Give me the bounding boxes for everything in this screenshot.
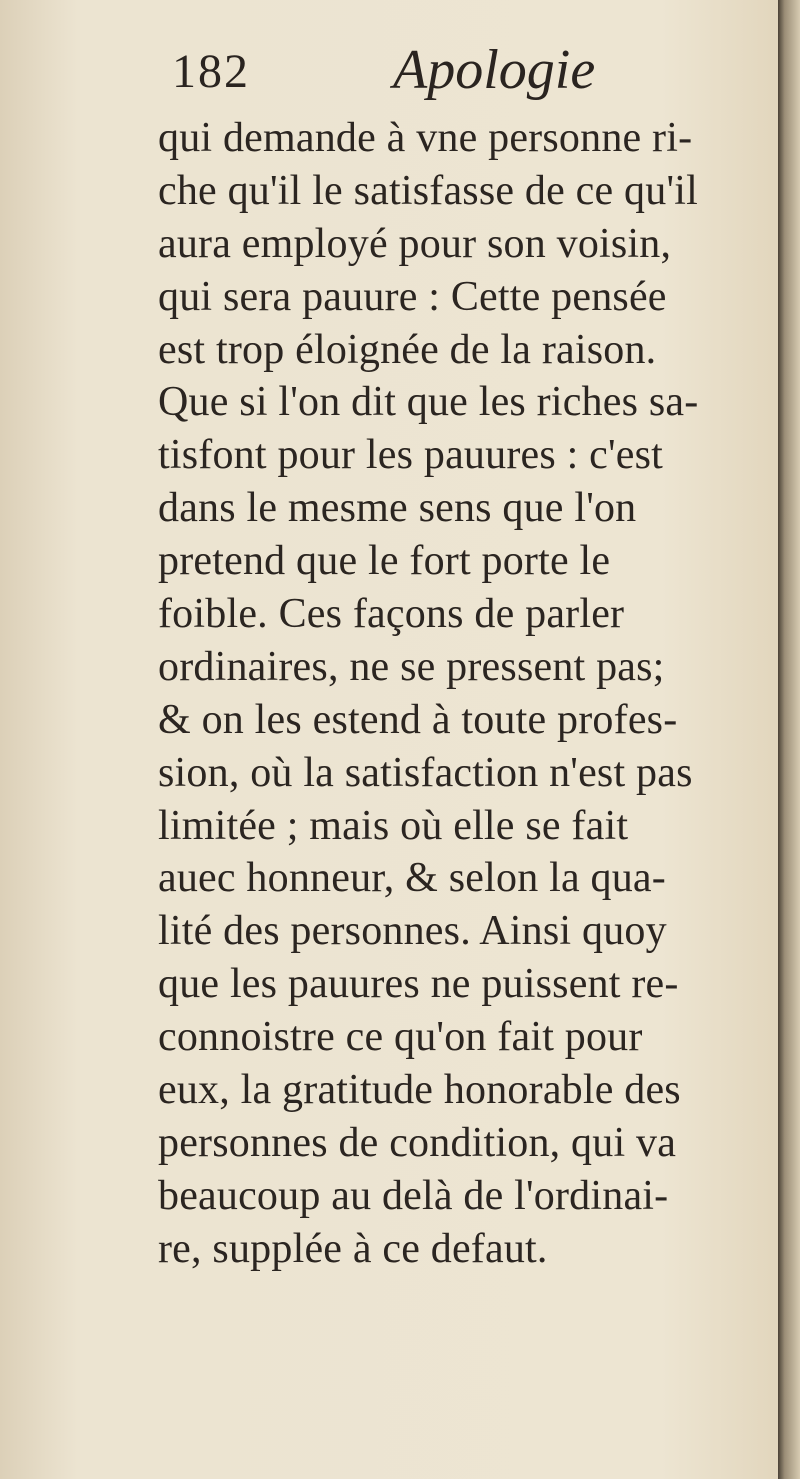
text-line: est trop éloignée de la raison. <box>158 326 657 373</box>
page-number: 182 <box>172 45 250 98</box>
text-line: & on les estend à toute profes- <box>158 696 678 743</box>
page-binding-edge <box>778 0 800 1479</box>
text-line: personnes de condition, qui va <box>158 1119 677 1166</box>
text-line: limitée ; mais où elle se fait <box>158 802 629 849</box>
text-line: re, supplée à ce defaut. <box>158 1225 548 1272</box>
text-line: sion, où la satisfaction n'est pas <box>158 749 693 796</box>
text-line: qui sera pauure : Cette pensée <box>158 273 667 320</box>
text-line: que les pauures ne puissent re- <box>158 961 679 1008</box>
text-line: dans le mesme sens que l'on <box>158 485 637 532</box>
text-line: aura employé pour son voisin, <box>158 220 672 267</box>
text-line: ordinaires, ne se pressent pas; <box>158 643 665 690</box>
text-line: tisfont pour les pauures : c'est <box>158 432 664 479</box>
text-line: Que si l'on dit que les riches sa- <box>158 379 699 426</box>
running-title: Apologie <box>393 39 596 101</box>
text-line: pretend que le fort porte le <box>158 538 611 585</box>
text-line: auec honneur, & selon la qua- <box>158 855 666 902</box>
text-line: beaucoup au delà de l'ordinai- <box>158 1172 669 1219</box>
text-line: che qu'il le satisfasse de ce qu'il <box>158 167 698 214</box>
text-line: lité des personnes. Ainsi quoy <box>158 908 667 955</box>
text-line: qui demande à vne personne ri- <box>158 115 693 161</box>
text-line: connoistre ce qu'on fait pour <box>158 1014 643 1061</box>
text-line: foible. Ces façons de parler <box>158 591 625 638</box>
body-text <box>158 112 770 1276</box>
text-line: eux, la gratitude honorable des <box>158 1067 681 1114</box>
page-header <box>168 38 648 108</box>
